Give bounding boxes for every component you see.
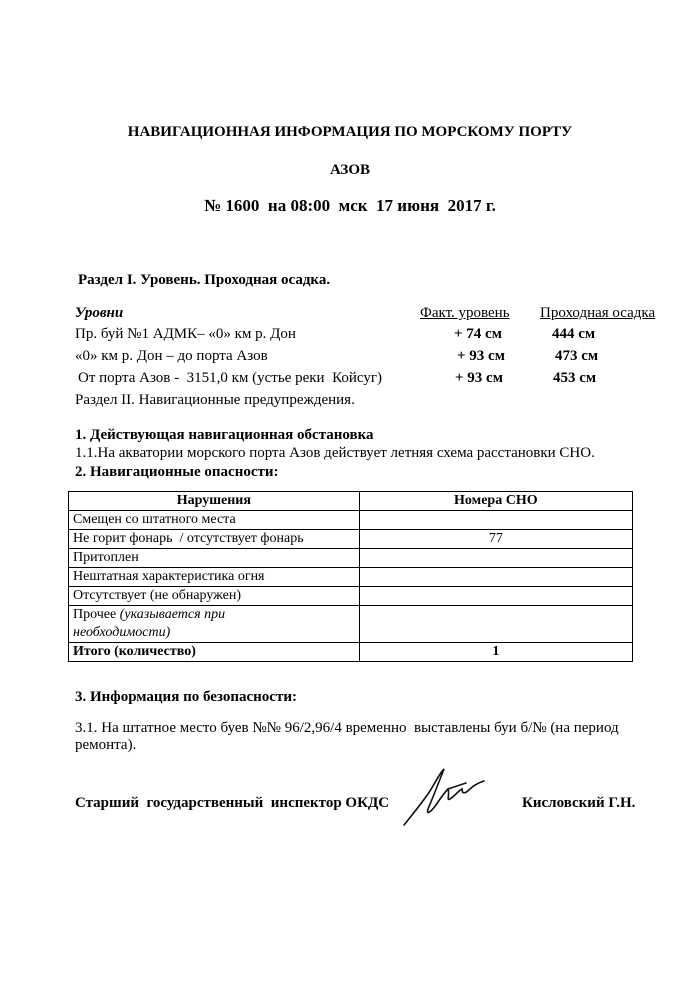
- section1-heading: Раздел I. Уровень. Проходная осадка.: [78, 272, 331, 288]
- page-title-line1: НАВИГАЦИОННАЯ ИНФОРМАЦИЯ ПО МОРСКОМУ ПОРТУ: [127, 124, 573, 140]
- row-label: Смещен со штатного места: [69, 511, 360, 530]
- total-value: 1: [359, 643, 632, 662]
- row-label: Отсутствует (не обнаружен): [69, 587, 360, 606]
- inspector-position: Старший государственный инспектор ОКДС: [75, 795, 390, 811]
- table-row: [69, 530, 633, 549]
- col-violations-header: Нарушения: [69, 492, 360, 511]
- row-label: Нештатная характеристика огня: [69, 568, 360, 587]
- page-title-line2: АЗОВ: [329, 162, 371, 178]
- other-note-2: необходимости): [73, 625, 171, 640]
- row-label: Не горит фонарь / отсутствует фонарь: [69, 530, 360, 549]
- level-row-3-draft: 453 см: [553, 370, 597, 386]
- other-note-1: (указывается при: [119, 607, 226, 622]
- total-label: Итого (количество): [69, 643, 360, 662]
- level-row-3-location: От порта Азов - 3151,0 км (устье реки Койсуг): [78, 370, 382, 386]
- level-row-1-location: Пр. буй №1 АДМК– «0» км р. Дон: [75, 326, 296, 342]
- table-total-row: [69, 643, 633, 662]
- item2-heading: 2. Навигационные опасности:: [75, 464, 279, 480]
- hazards-table: [68, 491, 633, 662]
- signature-image: [400, 765, 500, 830]
- row-value: [359, 549, 632, 568]
- table-row: [69, 549, 633, 568]
- table-row: [69, 511, 633, 530]
- level-row-3-actual: + 93 см: [455, 370, 503, 386]
- table-header-row: [69, 492, 633, 511]
- row-value: 77: [359, 530, 632, 549]
- bulletin-number: № 1600 на 08:00 мск 17 июня 2017 г.: [204, 196, 496, 215]
- row-value: [359, 511, 632, 530]
- row-value-other: [359, 606, 632, 643]
- col-sno-numbers-header: Номера СНО: [359, 492, 632, 511]
- level-row-1-actual: + 74 см: [454, 326, 502, 342]
- level-row-2-actual: + 93 см: [457, 348, 505, 364]
- item1-text: 1.1.На акватории морского порта Азов действует летняя схема расстановки СНО.: [75, 445, 595, 461]
- item1-heading: 1. Действующая навигационная обстановка: [75, 427, 374, 443]
- row-value: [359, 587, 632, 606]
- level-row-1-draft: 444 см: [552, 326, 596, 342]
- table-row-other: [69, 606, 633, 643]
- inspector-name: Кисловский Г.Н.: [522, 795, 636, 811]
- level-row-2-draft: 473 см: [555, 348, 599, 364]
- section3-heading: 3. Информация по безопасности:: [75, 689, 297, 705]
- row-value: [359, 568, 632, 587]
- level-row-2-location: «0» км р. Дон – до порта Азов: [75, 348, 268, 364]
- row-label-other: [69, 606, 360, 643]
- other-label: Прочее: [73, 607, 117, 622]
- safety-text-line1: 3.1. На штатное место буев №№ 96/2,96/4 временно выставлены буи б/№ (на период: [75, 720, 619, 736]
- col-levels-header: Уровни: [75, 305, 124, 321]
- col-draft-header: Проходная осадка: [540, 305, 656, 321]
- table-row: [69, 587, 633, 606]
- col-actual-header: Факт. уровень: [420, 305, 510, 321]
- section2-heading: Раздел II. Навигационные предупреждения.: [75, 392, 355, 408]
- safety-text-line2: ремонта).: [75, 737, 137, 753]
- row-label: Притоплен: [69, 549, 360, 568]
- table-row: [69, 568, 633, 587]
